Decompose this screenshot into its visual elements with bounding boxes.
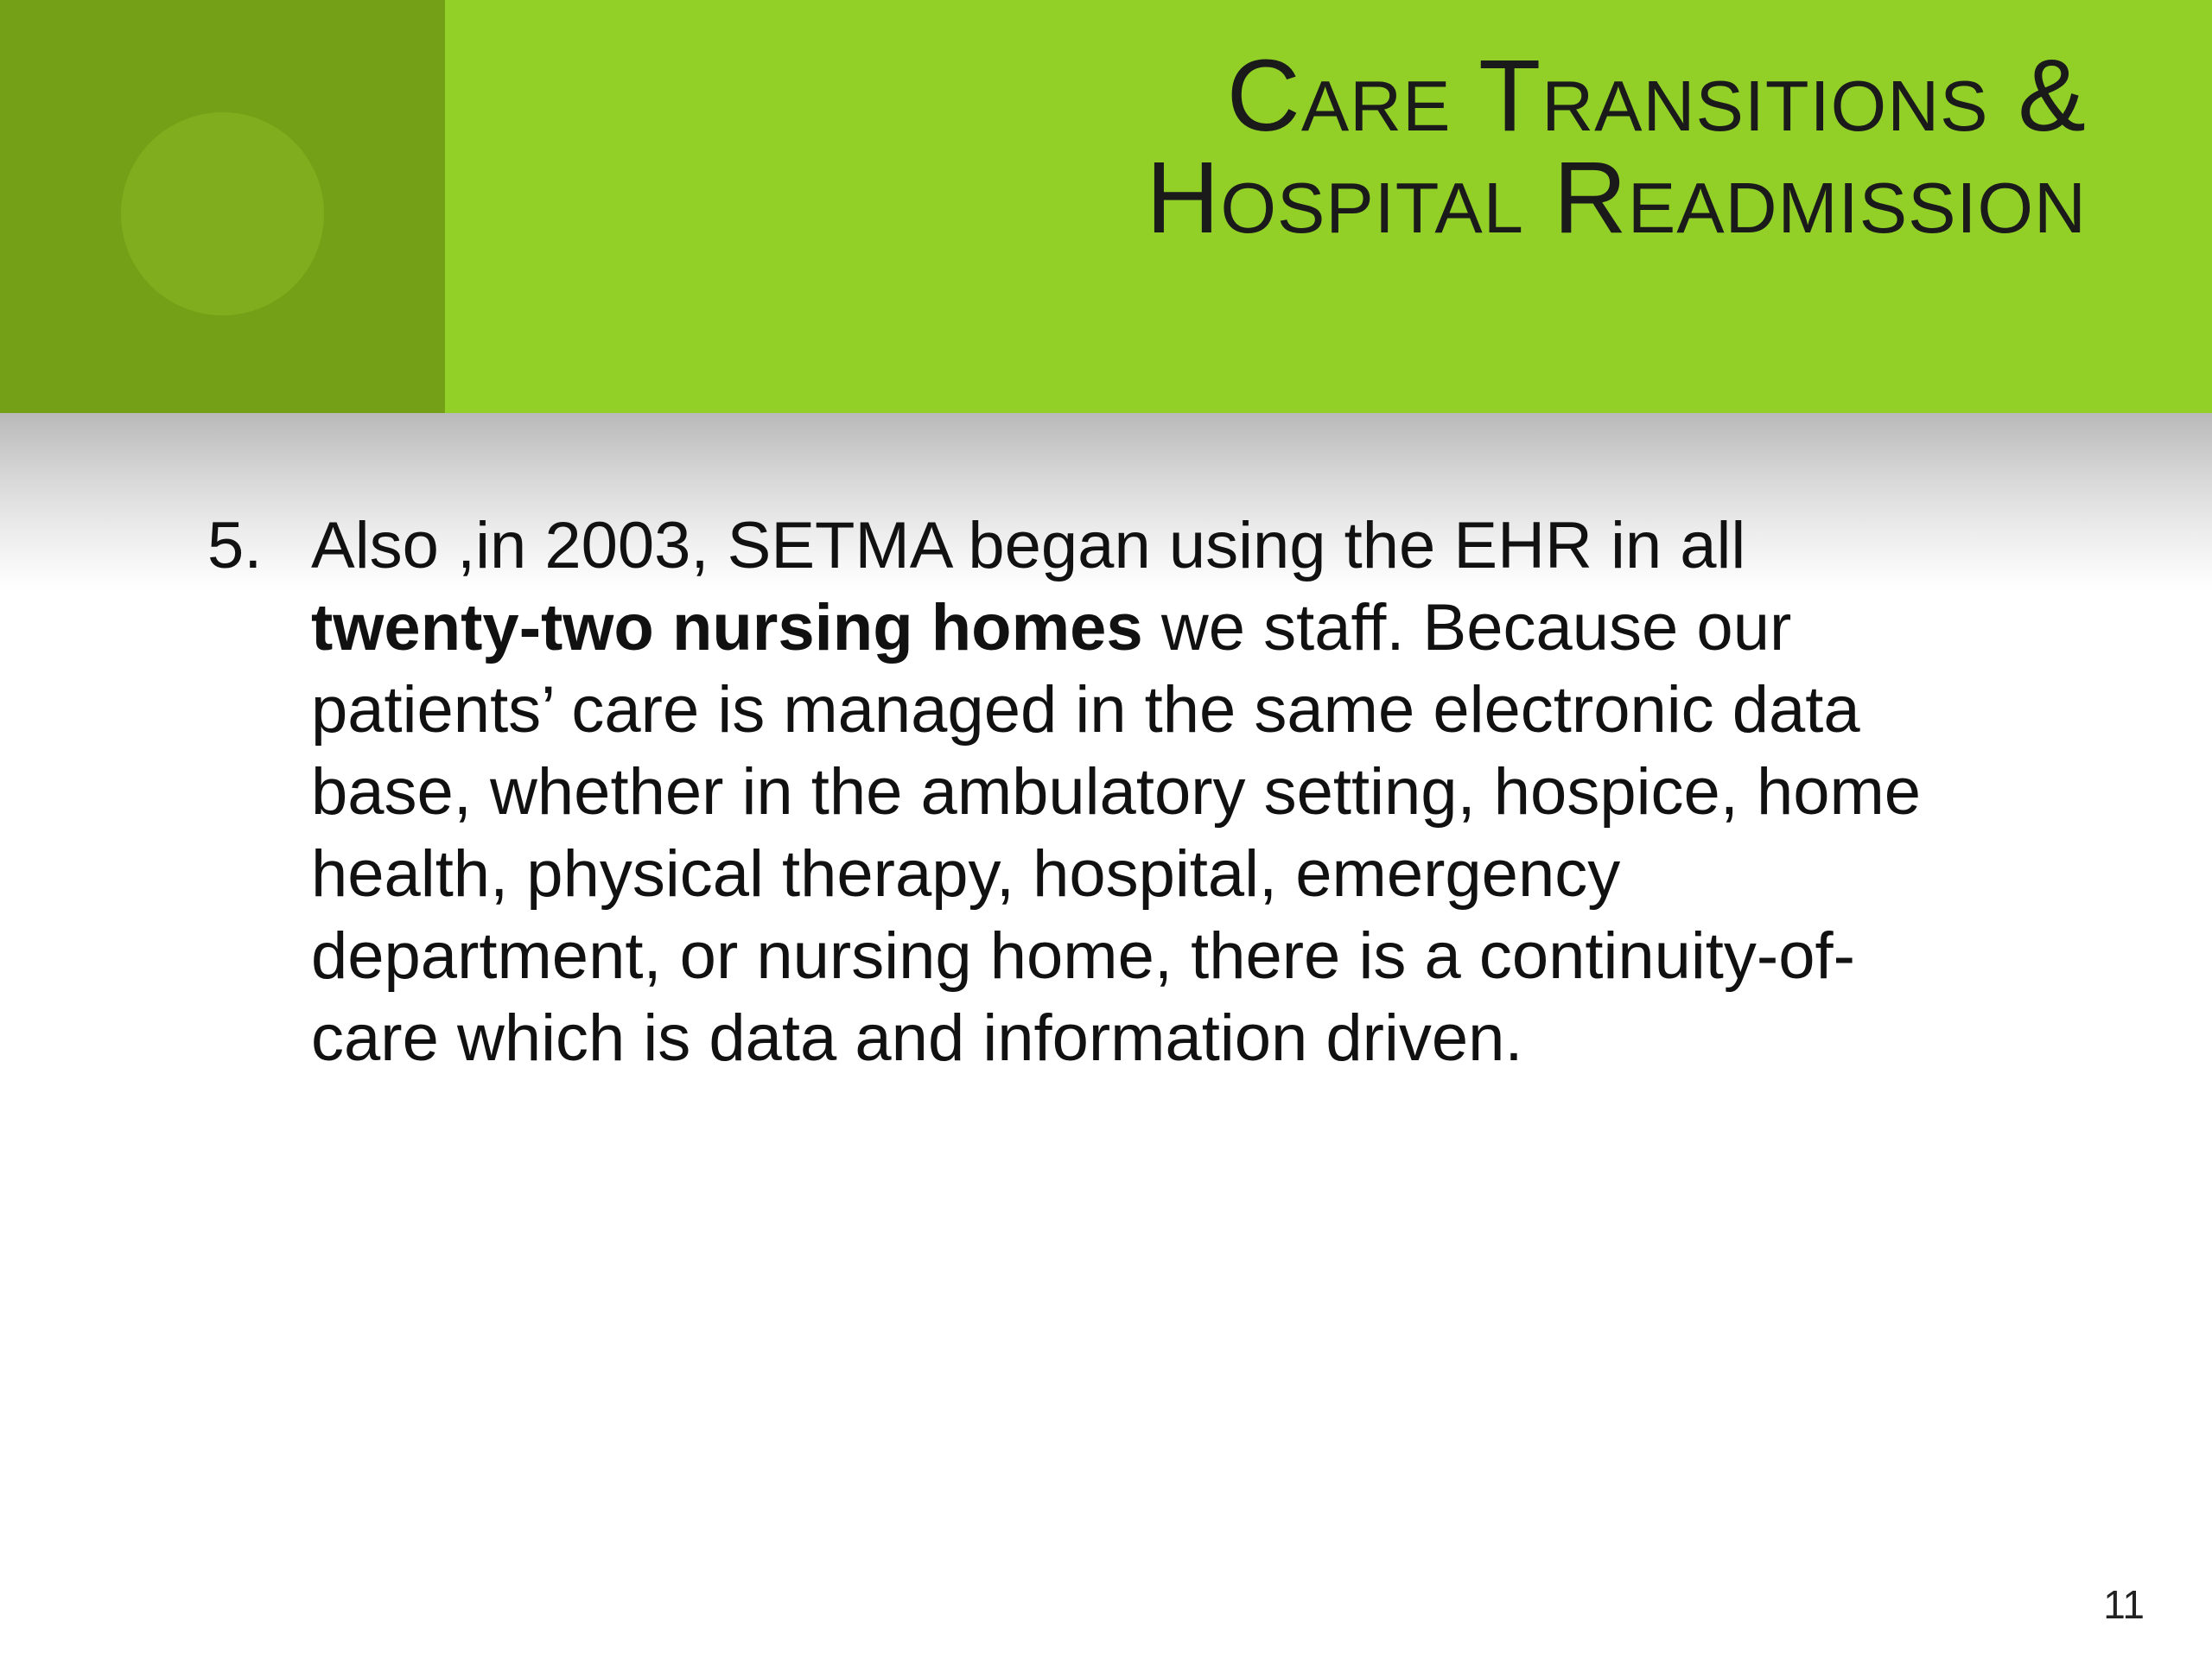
list-item-number: 5. xyxy=(207,509,263,582)
page-title-line-1: Care Transitions & xyxy=(1226,39,2087,153)
page-title xyxy=(618,39,2087,255)
slide-header-band xyxy=(0,0,2212,413)
list-item-text-part2: we staff. Because our patients’ care is managed in the same electronic data base, whether in the ambulatory setting, hospice, home health, physical therapy, hospital, emergency department, or nursing home, there is a continuity-of-care which is data and information driven. xyxy=(311,591,1922,1075)
list-item-text-bold: twenty-two nursing homes xyxy=(311,591,1143,664)
circle-decoration-icon xyxy=(121,112,324,315)
header-accent-block xyxy=(0,0,445,413)
list-item-text xyxy=(311,505,1979,1079)
slide-body xyxy=(0,484,2212,1521)
page-title-line-2: Hospital Readmission xyxy=(1146,141,2087,255)
list-item-text-part1: Also ,in 2003, SETMA began using the EHR in all xyxy=(311,509,1746,582)
page-number: 11 xyxy=(2103,1582,2145,1627)
list-item xyxy=(207,505,2039,1079)
